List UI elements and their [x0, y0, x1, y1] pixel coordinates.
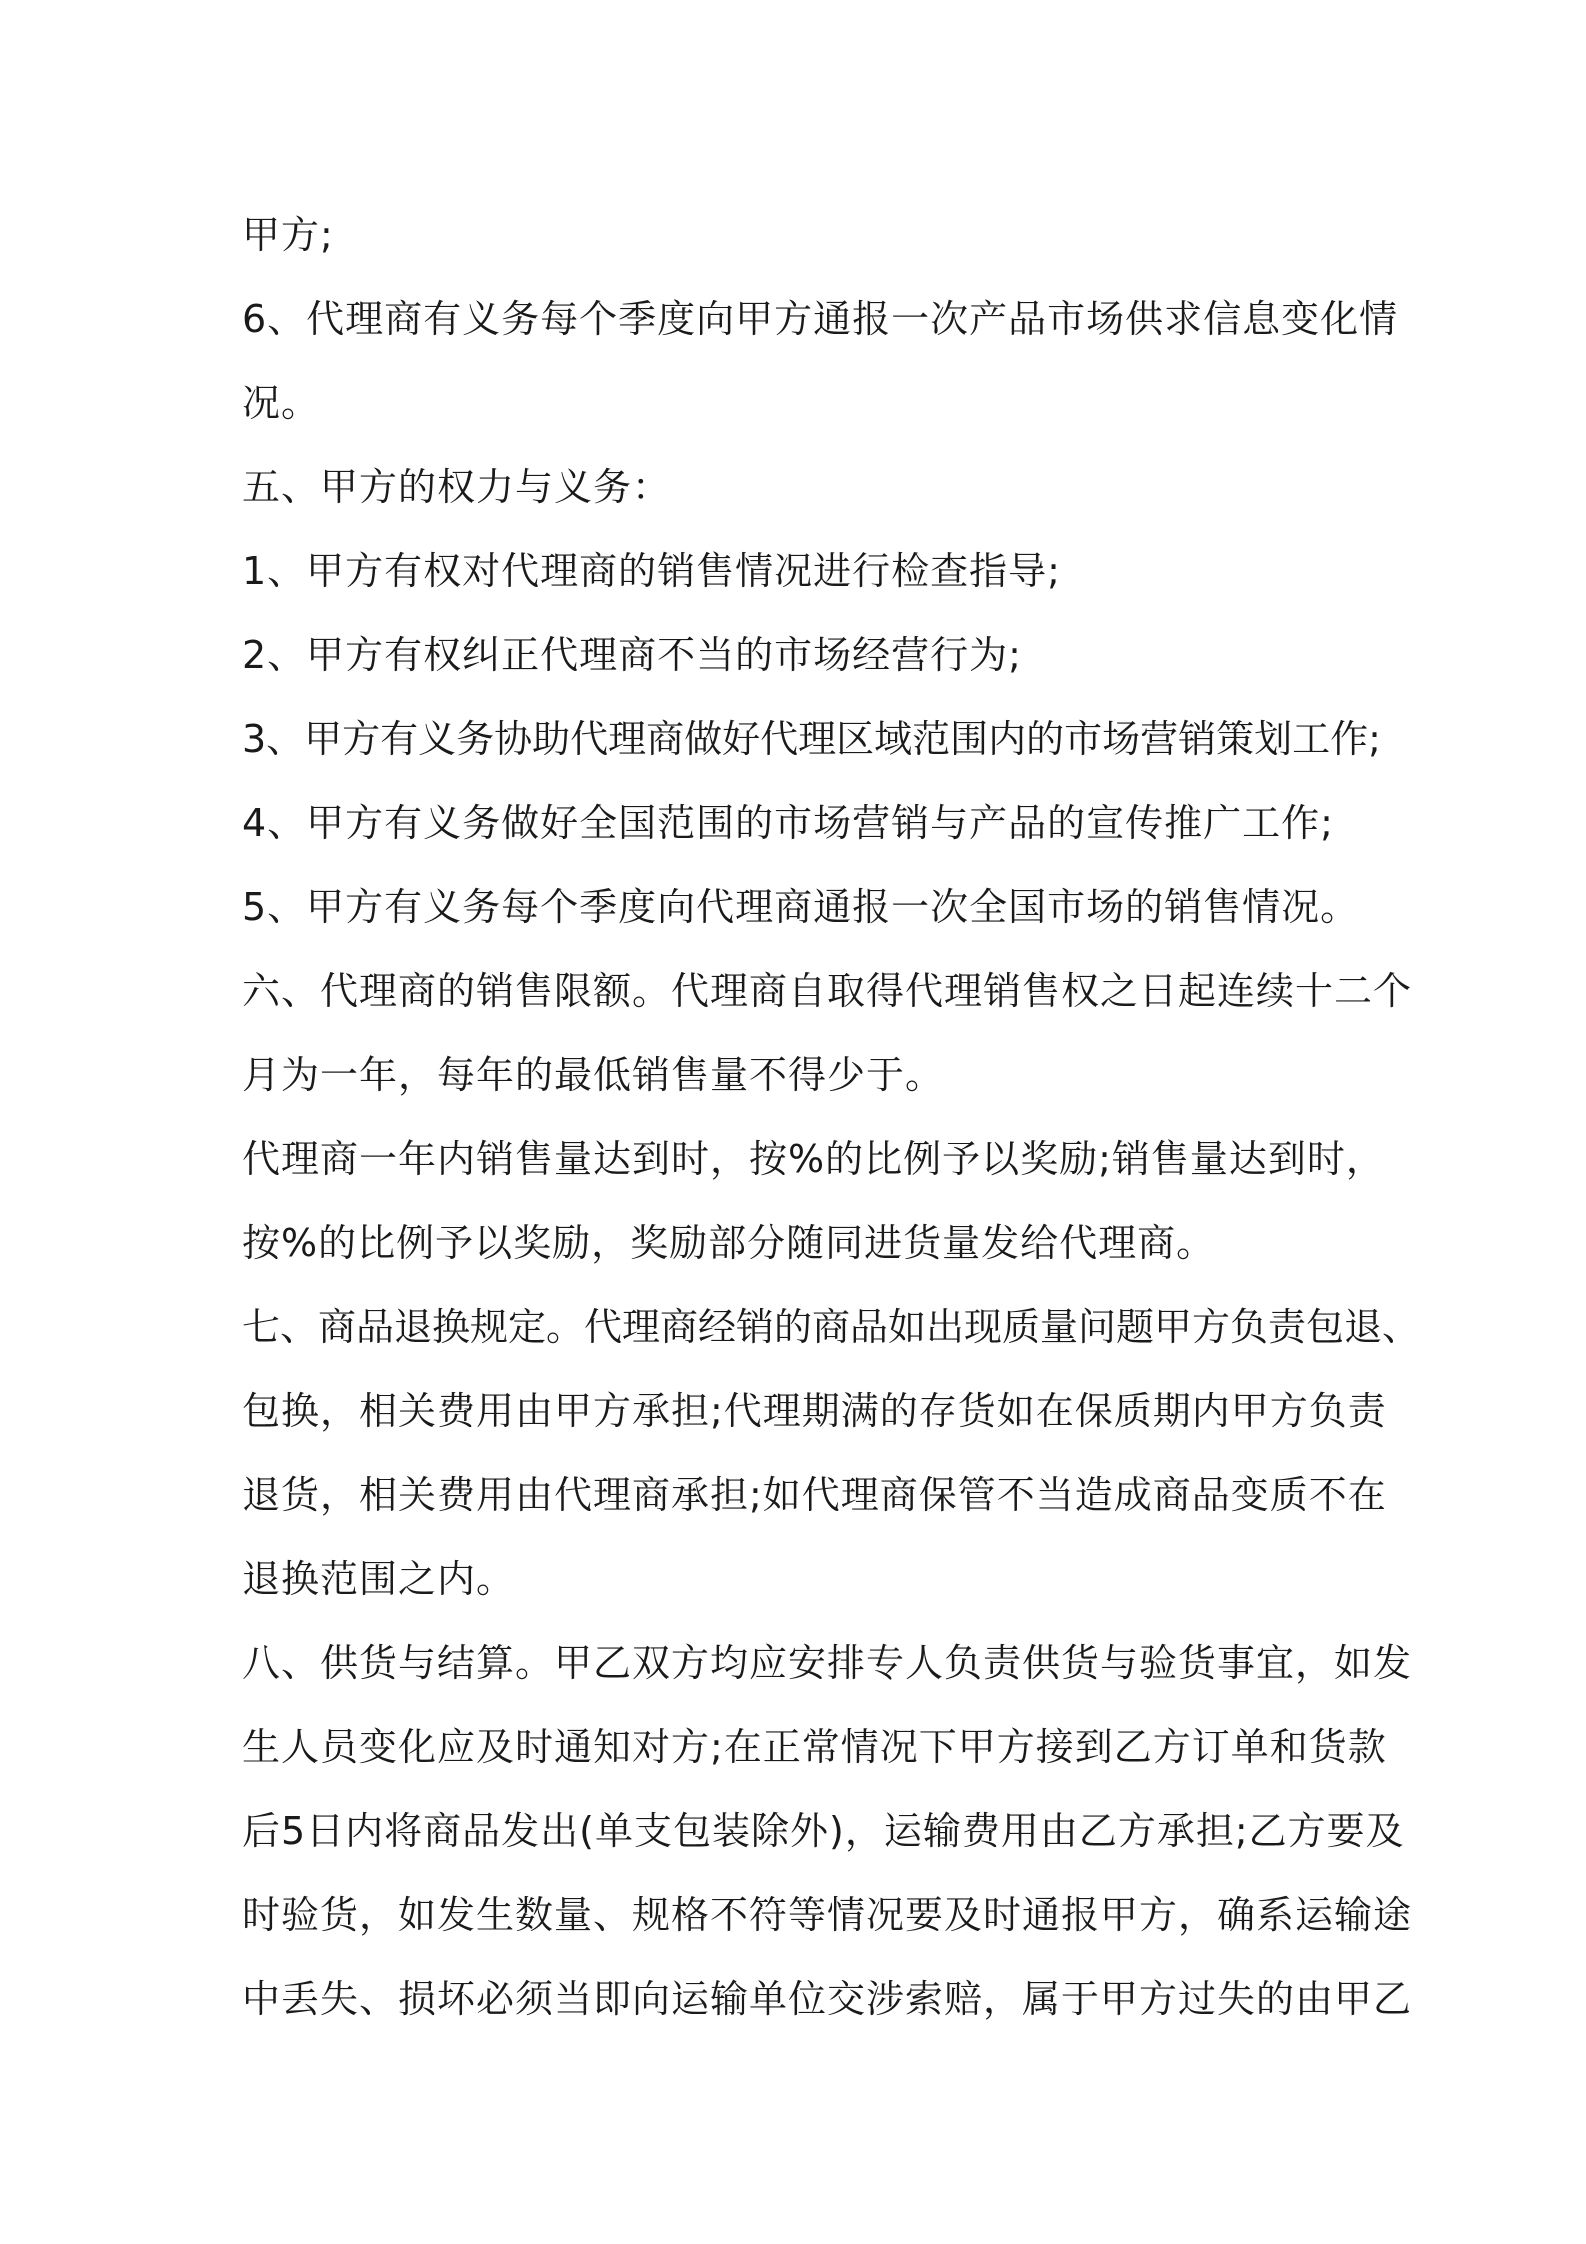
- text-line: 2、甲方有权纠正代理商不当的市场经营行为;: [242, 633, 1022, 677]
- text-line: 退换范围之内。: [242, 1557, 516, 1601]
- text-line: 时验货，如发生数量、规格不符等情况要及时通报甲方，确系运输途: [242, 1893, 1413, 1937]
- text-line: 4、甲方有义务做好全国范围的市场营销与产品的宣传推广工作;: [242, 801, 1334, 845]
- text-line: 1、甲方有权对代理商的销售情况进行检查指导;: [242, 549, 1061, 593]
- text-line: 生人员变化应及时通知对方;在正常情况下甲方接到乙方订单和货款: [242, 1725, 1387, 1769]
- text-line: 六、代理商的销售限额。代理商自取得代理销售权之日起连续十二个: [242, 969, 1413, 1013]
- text-line: 八、供货与结算。甲乙双方均应安排专人负责供货与验货事宜，如发: [242, 1641, 1413, 1685]
- text-line: 5、甲方有义务每个季度向代理商通报一次全国市场的销售情况。: [242, 885, 1360, 929]
- text-line: 中丢失、损坏必须当即向运输单位交涉索赔，属于甲方过失的由甲乙: [242, 1977, 1413, 2021]
- text-line: 代理商一年内销售量达到时，按%的比例予以奖励;销售量达到时，: [242, 1137, 1385, 1181]
- section-heading: 五、甲方的权力与义务：: [242, 465, 672, 509]
- text-line: 七、商品退换规定。代理商经销的商品如出现质量问题甲方负责包退、: [242, 1305, 1421, 1349]
- text-line: 月为一年，每年的最低销售量不得少于。: [242, 1053, 945, 1097]
- text-line: 退货，相关费用由代理商承担;如代理商保管不当造成商品变质不在: [242, 1473, 1387, 1517]
- text-line: 按%的比例予以奖励，奖励部分随同进货量发给代理商。: [242, 1221, 1216, 1265]
- text-line: 后5日内将商品发出(单支包装除外)，运输费用由乙方承担;乙方要及: [242, 1809, 1405, 1853]
- text-line: 甲方;: [242, 213, 334, 257]
- text-line: 6、代理商有义务每个季度向甲方通报一次产品市场供求信息变化情: [242, 297, 1399, 341]
- text-line: 况。: [242, 381, 321, 425]
- text-line: 包换，相关费用由甲方承担;代理期满的存货如在保质期内甲方负责: [242, 1389, 1387, 1433]
- document-body: [242, 193, 1421, 2041]
- text-line: 3、甲方有义务协助代理商做好代理区域范围内的市场营销策划工作;: [242, 717, 1381, 761]
